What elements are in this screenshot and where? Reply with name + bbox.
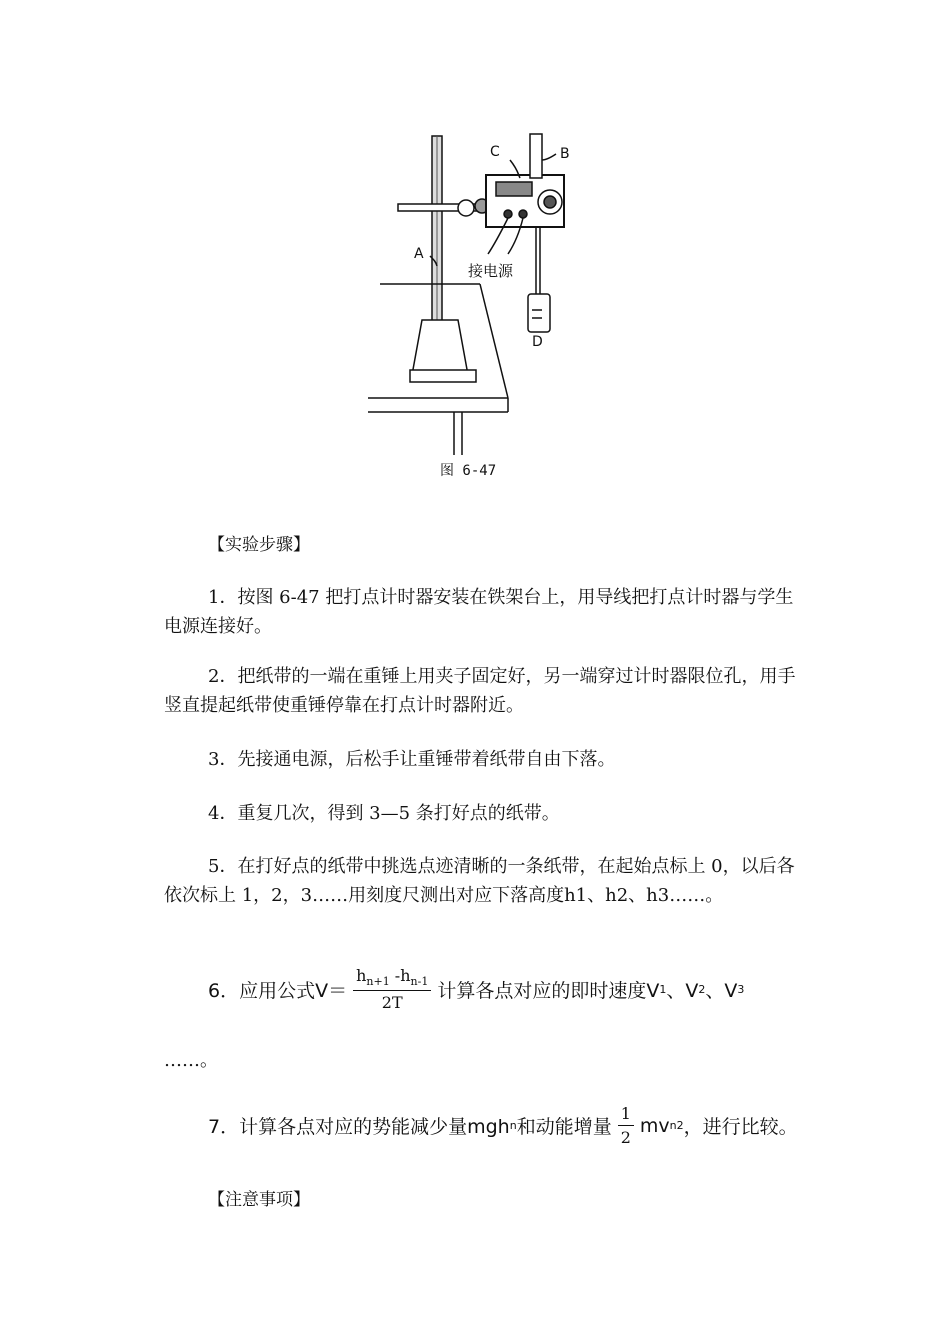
- half-fraction: $\frac{1}{2}$: [618, 1104, 634, 1147]
- step-5: 5．在打好点的纸带中挑选点迹清晰的一条纸带，在起始点标上 0，以后各依次标上 1，2，3……用刻度尺测出对应下落高度h1、h2、h3……。: [164, 856, 795, 906]
- velocity-fraction: [353, 966, 431, 1012]
- fraction-denominator: 2T: [381, 993, 403, 1013]
- label-c: C: [490, 144, 500, 160]
- step-6: 6．应用公式V＝ $\frac{h_{n+1} -h_{n-1}}{2T}$ 计算各点对应的即时速度V 1 、V 2 、V 3: [208, 966, 745, 1013]
- fraction-numerator: $h_{n+1}$ $-h_{n-1}$: [353, 966, 431, 991]
- label-d: D: [532, 334, 543, 350]
- apparatus-drawing: [368, 130, 888, 490]
- steps-heading: 【实验步骤】: [208, 535, 310, 555]
- figure-caption: 图 6-47: [440, 463, 497, 479]
- step-6-ellipsis: ……。: [164, 1050, 218, 1071]
- apparatus-figure: [368, 130, 888, 490]
- step-2: 2．把纸带的一端在重锤上用夹子固定好，另一端穿过计时器限位孔，用手竖直提起纸带使重锤停靠在打点计时器附近。: [164, 666, 796, 716]
- step-4: 4．重复几次，得到 3—5 条打好点的纸带。: [208, 803, 560, 824]
- step-1: 1．按图 6-47 把打点计时器安装在铁架台上，用导线把打点计时器与学生电源连接好。: [164, 587, 794, 637]
- step-3: 3．先接通电源，后松手让重锤带着纸带自由下落。: [208, 749, 616, 770]
- step-7-middle: 和动能增量: [516, 1116, 612, 1138]
- step-7-suffix: ，进行比较。: [683, 1116, 798, 1138]
- notes-heading: 【注意事项】: [208, 1190, 310, 1210]
- label-a: A: [414, 246, 424, 262]
- step-6-middle: 计算各点对应的即时速度V: [437, 979, 660, 1002]
- step-7-prefix: 7．计算各点对应的势能减少量mgh: [208, 1116, 510, 1138]
- label-power: 接电源: [468, 262, 514, 280]
- step-6-prefix: 6．应用公式V＝: [208, 979, 348, 1002]
- step-7: 7．计算各点对应的势能减少量mgh n 和动能增量 $\frac{1}{2}$ mv n 2 ，进行比较。: [208, 1104, 798, 1147]
- label-b: B: [560, 146, 570, 162]
